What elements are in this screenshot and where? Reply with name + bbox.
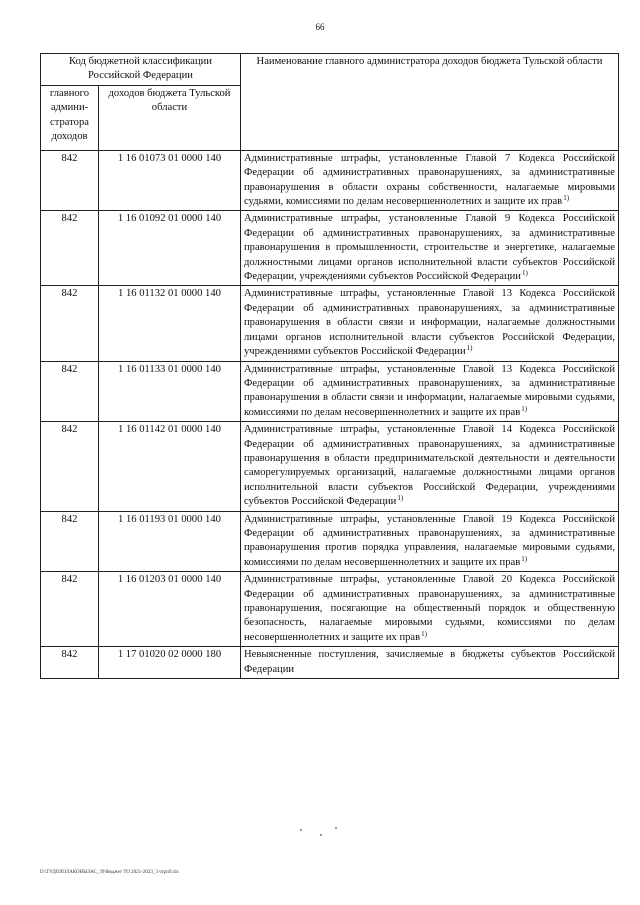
table-row — [41, 511, 619, 572]
income-name-text: Административные штрафы, установленные Главой 20 Кодекса Российской Федерации об административных правонарушениях, за административные правонарушения, посягающие на общественный порядок и общественную безопасность, налагаемые мировыми судьями, комиссиями по делам несовершеннолетних и защите их прав — [244, 574, 615, 643]
footnote-marker: 1) — [521, 404, 528, 413]
admin-code-subheader: главного админи-стратора доходов — [41, 85, 99, 150]
income-code-cell: 1 16 01092 01 0000 140 — [99, 211, 241, 286]
table-row — [41, 211, 619, 286]
income-name-cell — [241, 511, 619, 572]
table-row — [41, 286, 619, 361]
footnote-marker: 1) — [466, 344, 473, 353]
administrator-code-cell: 842 — [41, 286, 99, 361]
administrator-code-cell: 842 — [41, 211, 99, 286]
administrator-code-cell: 842 — [41, 511, 99, 572]
income-code-cell: 1 16 01142 01 0000 140 — [99, 422, 241, 511]
income-code-cell: 1 17 01020 02 0000 180 — [99, 647, 241, 679]
footnote-marker: 1) — [563, 194, 570, 203]
administrator-code-cell: 842 — [41, 150, 99, 211]
income-code-cell: 1 16 01132 01 0000 140 — [99, 286, 241, 361]
footnote-marker: 1) — [421, 629, 427, 638]
budget-classification-table — [40, 53, 619, 679]
income-name-cell — [241, 286, 619, 361]
income-name-cell — [241, 422, 619, 511]
table-header-row — [41, 54, 619, 86]
income-name-text: Административные штрафы, установленные Главой 14 Кодекса Российской Федерации об административных правонарушениях, за административные правонарушения в области предпринимательской деятельности и деятельности саморегулируемых организаций, налагаемые должностными лицами органов исполнительной власти субъектов Российской Федерации, учреждениями субъектов Российской Федерации — [244, 424, 615, 508]
scan-speck — [320, 834, 322, 836]
table-row — [41, 150, 619, 211]
administrator-code-cell: 842 — [41, 422, 99, 511]
page-number: 66 — [315, 22, 325, 32]
scan-speck — [335, 827, 337, 829]
income-name-text: Административные штрафы, установленные Главой 19 Кодекса Российской Федерации об административных правонарушениях, за административные правонарушения против порядка управления, налагаемые мировыми судьями, комиссиями по делам несовершеннолетних и защите их прав — [244, 513, 615, 568]
administrator-code-cell: 842 — [41, 572, 99, 647]
income-name-text: Административные штрафы, установленные Главой 13 Кодекса Российской Федерации об административных правонарушениях, за административные правонарушения в области связи и информации, налагаемые мировыми судьями, комиссиями по делам несовершеннолетних и защите их прав — [244, 363, 615, 418]
table-row — [41, 647, 619, 679]
income-code-cell: 1 16 01133 01 0000 140 — [99, 361, 241, 422]
income-name-cell — [241, 572, 619, 647]
file-path-footer: D:\ГУДОЛОЛАКОНЫЗАС_39\бюджет ТО 2021-2023_3 чтрп9.xls — [40, 870, 179, 875]
code-group-header: Код бюджетной классификации Российской Федерации — [41, 54, 241, 86]
income-name-cell — [241, 150, 619, 211]
scan-speck — [300, 829, 302, 831]
table-row — [41, 422, 619, 511]
administrator-name-header: Наименование главного администратора доходов бюджета Тульской области — [241, 54, 619, 151]
table-body — [41, 150, 619, 678]
administrator-code-cell: 842 — [41, 361, 99, 422]
footnote-marker: 1) — [521, 554, 528, 563]
administrator-code-cell: 842 — [41, 647, 99, 679]
income-name-cell — [241, 361, 619, 422]
income-name-text: Невыясненные поступления, зачисляемые в бюджеты субъектов Российской Федерации — [244, 649, 615, 675]
income-name-cell — [241, 647, 619, 679]
income-name-cell — [241, 211, 619, 286]
income-code-cell: 1 16 01073 01 0000 140 — [99, 150, 241, 211]
table-row — [41, 572, 619, 647]
income-name-text: Административные штрафы, установленные Главой 9 Кодекса Российской Федерации об административных правонарушениях, за административные правонарушения в промышленности, строительстве и энергетике, налагаемые должностными лицами органов исполнительной власти субъектов Российской Федерации, учреждениями субъектов Российской Федерации — [244, 213, 615, 283]
income-code-subheader: доходов бюджета Тульской области — [99, 85, 241, 150]
footnote-marker: 1) — [521, 269, 528, 278]
income-code-cell: 1 16 01193 01 0000 140 — [99, 511, 241, 572]
income-name-text: Административные штрафы, установленные Главой 13 Кодекса Российской Федерации об административных правонарушениях, за административные правонарушения в области связи и информации, налагаемые должностными лицами органов исполнительной власти субъектов Российской Федерации, учреждениями субъектов Российской Федерации — [244, 288, 615, 358]
income-code-cell: 1 16 01203 01 0000 140 — [99, 572, 241, 647]
income-name-text: Административные штрафы, установленные Главой 7 Кодекса Российской Федерации об административных правонарушениях, за административные правонарушения в области охраны собственности, налагаемые мировыми судьями, комиссиями по делам несовершеннолетних и защите их прав — [244, 152, 615, 208]
footnote-marker: 1) — [397, 494, 404, 503]
table-row — [41, 361, 619, 422]
